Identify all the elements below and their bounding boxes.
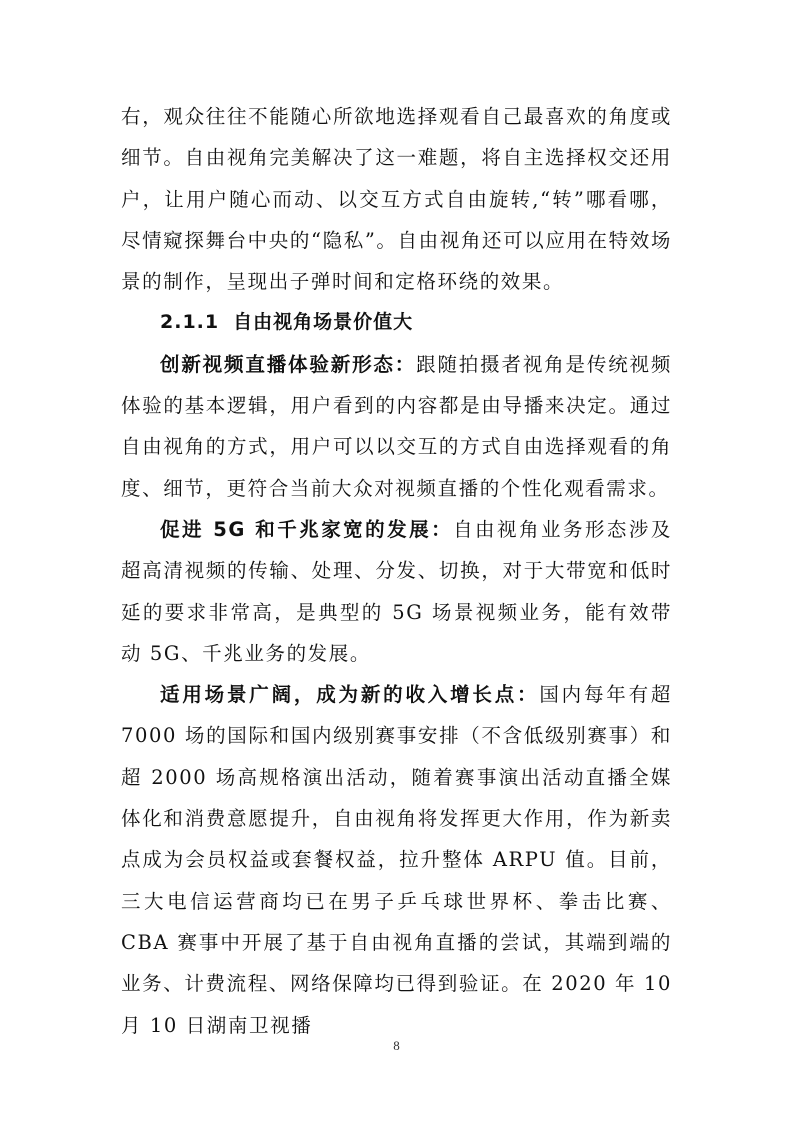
paragraph-live-experience xyxy=(121,344,672,509)
page-number: 8 xyxy=(393,1038,400,1053)
paragraph-body-5g-gigabit: 自由视角业务形态涉及超高清视频的传输、处理、分发、切换，对于大带宽和低时延的要求非常高，是典型的 5G 场景视频业务，能有效带动 5G、千兆业务的发展。 xyxy=(121,517,672,665)
paragraph-continuation: 右，观众往往不能随心所欲地选择观看自己最喜欢的角度或细节。自由视角完美解决了这一难题，将自主选择权交还用户，让用户随心而动、以交互方式自由旋转,“转”哪看哪，尽情窥探舞台中央的“隐私”。自由视角还可以应用在特效场景的制作，呈现出子弹时间和定格环绕的效果。 xyxy=(121,105,672,294)
paragraph-lead-5g-gigabit: 促进 5G 和千兆家宽的发展： xyxy=(160,517,454,541)
paragraph-5g-gigabit xyxy=(121,509,672,674)
paragraph-body-live-experience: 跟随拍摄者视角是传统视频体验的基本逻辑，用户看到的内容都是由导播来决定。通过自由视角的方式，用户可以以交互的方式自由选择观看的角度、细节，更符合当前大众对视频直播的个性化观看需求。 xyxy=(121,352,673,500)
paragraph-revenue-growth xyxy=(121,674,672,1046)
section-heading xyxy=(121,302,672,343)
document-body xyxy=(121,96,672,1046)
section-heading-number: 2.1.1 xyxy=(160,311,220,334)
paragraph-body-revenue-growth: 国内每年有超 7000 场的国际和国内级别赛事安排（不含低级别赛事）和超 2000 场高规格演出活动，随着赛事演出活动直播全媒体化和消费意愿提升，自由视角将发挥更大作用，作为新卖点成为会员权益或套餐权益，拉升整体 ARPU 值。目前，三大电信运营商均已在男子乒乓球世界杯、拳击比赛、CBA 赛事中开展了基于自由视角直播的尝试，其端到端的业务、计费流程、网络保障均已得到验证。在 2020 年 10 月 10 日湖南卫视播 xyxy=(121,683,672,1037)
paragraph-lead-revenue-growth: 适用场景广阔，成为新的收入增长点： xyxy=(160,683,540,707)
paragraph-lead-live-experience: 创新视频直播体验新形态： xyxy=(160,352,417,376)
section-heading-title: 自由视角场景价值大 xyxy=(233,311,414,334)
